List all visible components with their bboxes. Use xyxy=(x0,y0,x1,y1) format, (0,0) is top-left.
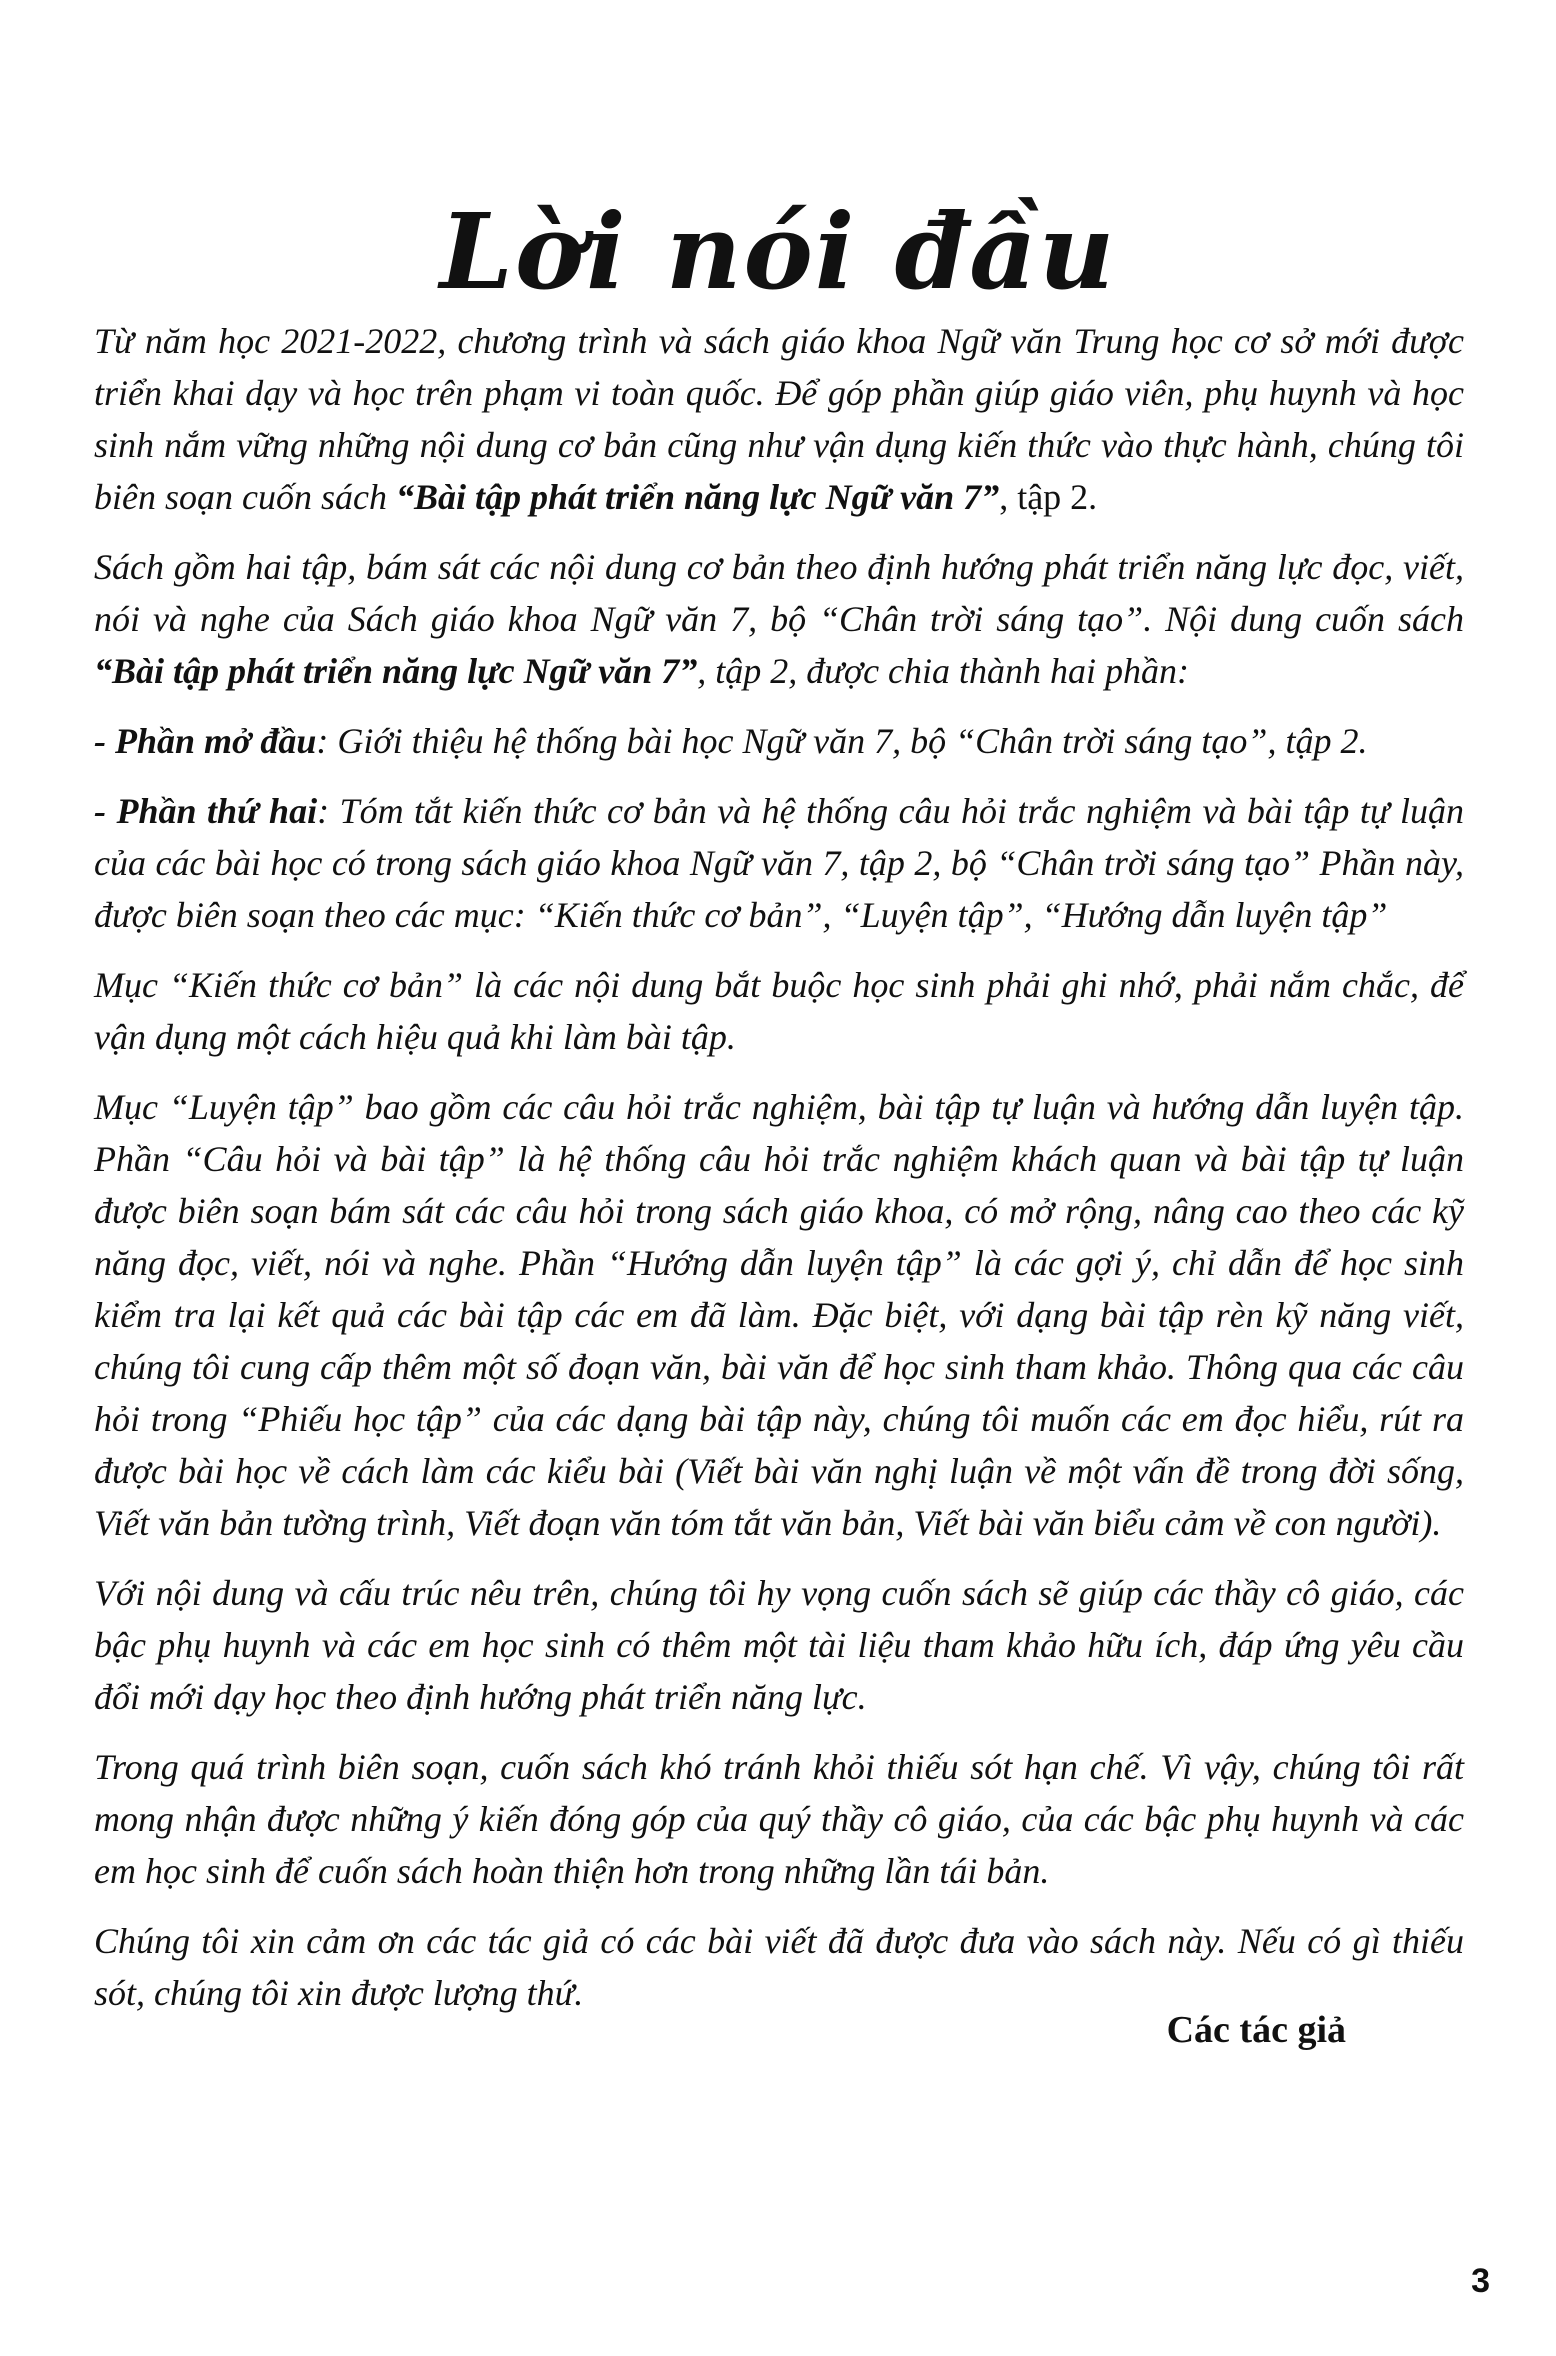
book-title: “Bài tập phát triển năng lực Ngữ văn 7” xyxy=(395,477,1000,517)
paragraph-basic-knowledge: Mục “Kiến thức cơ bản” là các nội dung bắt buộc học sinh phải ghi nhớ, phải nắm chắc, để vận dụng một cách hiệu quả khi làm bài tập. xyxy=(94,965,1464,1057)
paragraph-intro-text: Từ năm học 2021-2022, chương trình và sách giáo khoa Ngữ văn Trung học cơ sở mới được triển khai dạy và học trên phạm vi toàn quốc. Để góp phần giúp giáo viên, phụ huynh và học sinh nắm vững những nội dung cơ bản cũng như vận dụng kiến thức vào thực hành, chúng tôi biên soạn cuốn sách xyxy=(94,321,1464,517)
preface-body xyxy=(94,315,1464,2037)
paragraph-part-one xyxy=(94,715,1464,767)
part-two-label: - Phần thứ hai xyxy=(94,791,318,831)
paragraph-intro xyxy=(94,315,1464,523)
paragraph-structure-text: Sách gồm hai tập, bám sát các nội dung cơ bản theo định hướng phát triển năng lực đọc, viết, nói và nghe của Sách giáo khoa Ngữ văn 7, bộ “Chân trời sáng tạo”. Nội dung cuốn sách xyxy=(94,547,1464,639)
part-one-text: : Giới thiệu hệ thống bài học Ngữ văn 7, bộ “Chân trời sáng tạo”, tập 2. xyxy=(316,721,1368,761)
paragraph-part-two xyxy=(94,785,1464,941)
signature: Các tác giả xyxy=(1166,2009,1346,2051)
paragraph-thanks: Chúng tôi xin cảm ơn các tác giả có các bài viết đã được đưa vào sách này. Nếu có gì thiếu sót, chúng tôi xin được lượng thứ. xyxy=(94,1921,1464,2013)
paragraph-intro-tail: , tập 2. xyxy=(999,477,1098,517)
book-title: “Bài tập phát triển năng lực Ngữ văn 7” xyxy=(94,651,698,691)
paragraph-practice: Mục “Luyện tập” bao gồm các câu hỏi trắc nghiệm, bài tập tự luận và hướng dẫn luyện tập. Phần “Câu hỏi và bài tập” là hệ thống câu hỏi trắc nghiệm khách quan và bài tập tự luận được biên soạn bám sát các câu hỏi trong sách giáo khoa, có mở rộng, nâng cao theo các kỹ năng đọc, viết, nói và nghe. Phần “Hướng dẫn luyện tập” là các gợi ý, chỉ dẫn để học sinh kiểm tra lại kết quả các bài tập các em đã làm. Đặc biệt, với dạng bài tập rèn kỹ năng viết, chúng tôi cung cấp thêm một số đoạn văn, bài văn để học sinh tham khảo. Thông qua các câu hỏi trong “Phiếu học tập” của các dạng bài tập này, chúng tôi muốn các em đọc hiểu, rút ra được bài học về cách làm các kiểu bài (Viết bài văn nghị luận về một vấn đề trong đời sống, Viết văn bản tường trình, Viết đoạn văn tóm tắt văn bản, Viết bài văn biểu cảm về con người). xyxy=(94,1087,1464,1543)
paragraph-structure-tail: , tập 2, được chia thành hai phần: xyxy=(697,651,1190,691)
page-number: 3 xyxy=(1471,2262,1490,2300)
paragraph-hope: Với nội dung và cấu trúc nêu trên, chúng tôi hy vọng cuốn sách sẽ giúp các thầy cô giáo, các bậc phụ huynh và các em học sinh có thêm một tài liệu tham khảo hữu ích, đáp ứng yêu cầu đổi mới dạy học theo định hướng phát triển năng lực. xyxy=(94,1573,1464,1717)
paragraph-feedback: Trong quá trình biên soạn, cuốn sách khó tránh khỏi thiếu sót hạn chế. Vì vậy, chúng tôi rất mong nhận được những ý kiến đóng góp của quý thầy cô giáo, của các bậc phụ huynh và các em học sinh để cuốn sách hoàn thiện hơn trong những lần tái bản. xyxy=(94,1747,1464,1891)
part-one-label: - Phần mở đầu xyxy=(94,721,317,761)
page-title: Lời nói đầu xyxy=(439,189,1117,313)
part-two-text: : Tóm tắt kiến thức cơ bản và hệ thống câu hỏi trắc nghiệm và bài tập tự luận của các bài học có trong sách giáo khoa Ngữ văn 7, tập 2, bộ “Chân trời sáng tạo” Phần này, được biên soạn theo các mục: “Kiến thức cơ bản”, “Luyện tập”, “Hướng dẫn luyện tập” xyxy=(94,791,1464,935)
paragraph-structure xyxy=(94,541,1464,697)
